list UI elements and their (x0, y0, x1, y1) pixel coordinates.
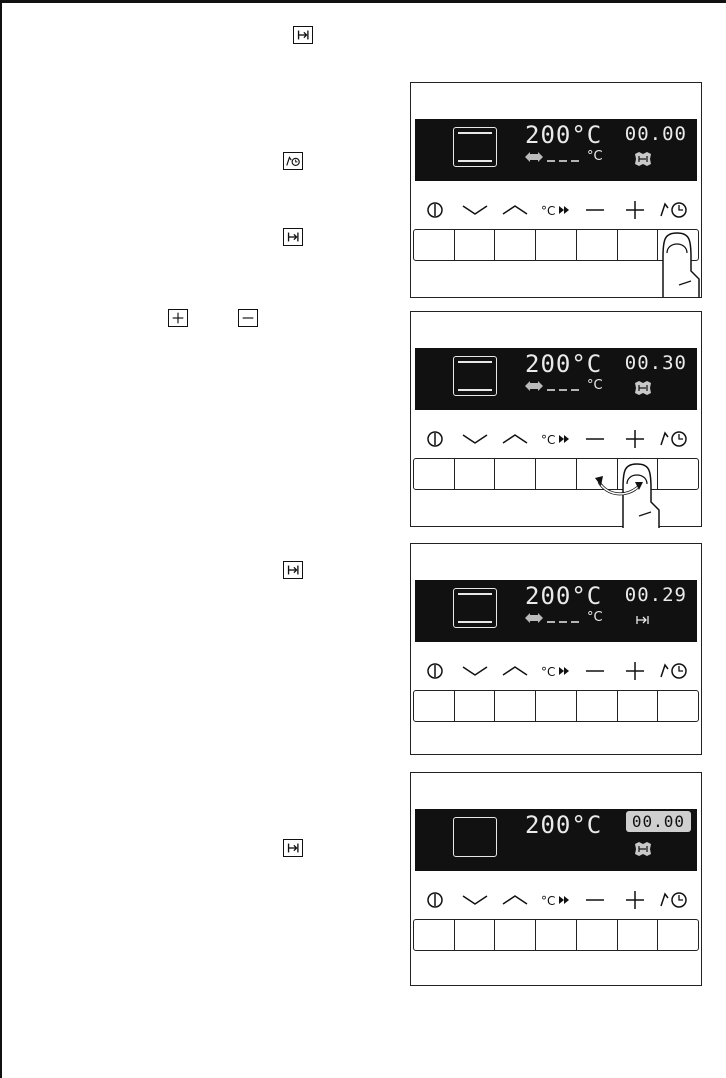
power-button[interactable] (414, 920, 455, 950)
set-temperature-indicator: °C (523, 149, 605, 165)
end-time-icon (633, 151, 653, 167)
end-time-icon (283, 839, 303, 857)
cooking-time-icon (283, 152, 303, 170)
fast-heat-button[interactable] (536, 920, 577, 950)
minus-icon (575, 426, 615, 452)
minus-icon (575, 658, 615, 684)
temperature-display: 200°C (525, 582, 603, 610)
power-icon (415, 658, 455, 684)
down-button[interactable] (455, 230, 496, 260)
left-rule (0, 0, 2, 1078)
oven-icon (453, 588, 497, 628)
control-panel-2 (410, 311, 702, 527)
up-button[interactable] (495, 230, 536, 260)
plus-icon (168, 309, 188, 327)
plus-button[interactable] (618, 459, 659, 489)
minus-button[interactable] (577, 230, 618, 260)
clock-button[interactable] (658, 230, 698, 260)
power-button[interactable] (414, 691, 455, 721)
clock-button[interactable] (658, 691, 698, 721)
time-display: 00.30 (624, 352, 687, 374)
minus-icon (238, 309, 258, 327)
end-time-icon (633, 841, 653, 857)
control-panel-4 (410, 772, 702, 986)
svg-text:°C: °C (541, 433, 556, 447)
fast-heat-button[interactable] (536, 230, 577, 260)
display (415, 580, 697, 642)
end-time-icon (633, 380, 653, 396)
svg-text:°C: °C (541, 665, 556, 679)
up-icon (495, 887, 535, 913)
control-panel-1 (410, 82, 702, 298)
plus-button[interactable] (618, 691, 659, 721)
fast-heat-button[interactable] (536, 459, 577, 489)
down-button[interactable] (455, 691, 496, 721)
control-panel-3 (410, 543, 702, 755)
end-time-icon (293, 26, 313, 44)
minus-button[interactable] (577, 459, 618, 489)
down-button[interactable] (455, 920, 496, 950)
button-symbols (415, 658, 697, 684)
down-icon (455, 426, 495, 452)
power-icon (415, 197, 455, 223)
cooking-time-icon (655, 197, 695, 223)
svg-text:°C: °C (541, 204, 556, 218)
time-display: 00.00 (626, 811, 691, 832)
fast-heat-button[interactable] (536, 691, 577, 721)
plus-icon (615, 426, 655, 452)
button-row (413, 458, 699, 490)
down-icon (455, 887, 495, 913)
up-icon (495, 197, 535, 223)
button-symbols (415, 197, 697, 223)
clock-button[interactable] (658, 920, 698, 950)
plus-icon (615, 197, 655, 223)
button-row (413, 919, 699, 951)
up-icon (495, 658, 535, 684)
button-row (413, 229, 699, 261)
end-time-icon (633, 612, 653, 628)
svg-text:°C: °C (541, 894, 556, 908)
down-icon (455, 197, 495, 223)
temperature-display: 200°C (525, 121, 603, 149)
cooking-time-icon (655, 658, 695, 684)
oven-icon (453, 127, 497, 167)
fast-heat-icon (535, 887, 575, 913)
fast-heat-icon (535, 658, 575, 684)
power-button[interactable] (414, 459, 455, 489)
set-temperature-indicator: °C (523, 378, 605, 394)
button-symbols (415, 426, 697, 452)
clock-button[interactable] (658, 459, 698, 489)
button-symbols (415, 887, 697, 913)
power-icon (415, 426, 455, 452)
up-button[interactable] (495, 691, 536, 721)
display (415, 809, 697, 871)
set-temperature-indicator: °C (523, 610, 605, 626)
up-button[interactable] (495, 920, 536, 950)
oven-icon (453, 817, 497, 857)
minus-icon (575, 887, 615, 913)
time-display: 00.29 (624, 584, 687, 606)
end-time-icon (283, 561, 303, 579)
up-button[interactable] (495, 459, 536, 489)
down-button[interactable] (455, 459, 496, 489)
power-button[interactable] (414, 230, 455, 260)
oven-icon (453, 356, 497, 396)
minus-icon (575, 197, 615, 223)
top-rule (0, 0, 726, 3)
display (415, 348, 697, 410)
display (415, 119, 697, 181)
plus-button[interactable] (618, 230, 659, 260)
up-icon (495, 426, 535, 452)
time-display: 00.00 (624, 123, 687, 145)
plus-icon (615, 887, 655, 913)
down-icon (455, 658, 495, 684)
power-icon (415, 887, 455, 913)
fast-heat-icon (535, 197, 575, 223)
button-row (413, 690, 699, 722)
plus-button[interactable] (618, 920, 659, 950)
end-time-icon (283, 228, 303, 246)
cooking-time-icon (655, 426, 695, 452)
temperature-display: 200°C (525, 350, 603, 378)
plus-icon (615, 658, 655, 684)
minus-button[interactable] (577, 691, 618, 721)
minus-button[interactable] (577, 920, 618, 950)
cooking-time-icon (655, 887, 695, 913)
fast-heat-icon (535, 426, 575, 452)
temperature-display: 200°C (525, 811, 603, 839)
